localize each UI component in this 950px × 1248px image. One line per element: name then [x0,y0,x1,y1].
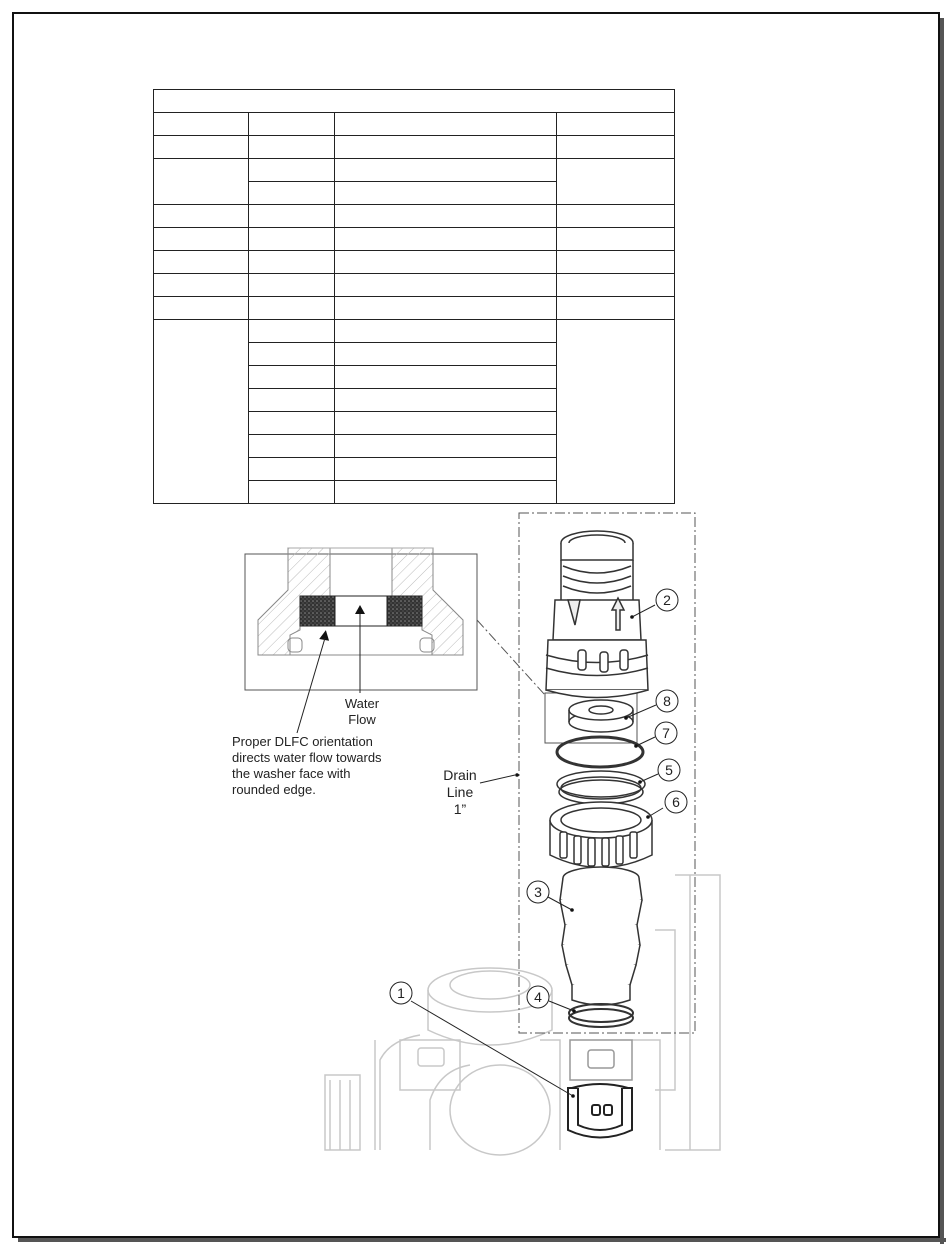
drain-line-label-line1: Drain [443,767,477,783]
svg-text:7: 7 [662,725,670,741]
orientation-note-line1: Proper DLFC orientation [232,734,373,749]
svg-text:6: 6 [672,794,680,810]
svg-text:8: 8 [663,693,671,709]
orientation-note-line3: the washer face with [232,766,351,781]
callout-2 [656,589,678,611]
svg-text:5: 5 [665,762,673,778]
callout-8 [656,690,678,712]
orientation-note-line2: directs water flow towards [232,750,382,765]
callout-3 [527,881,549,903]
valve-body-illustration [325,875,720,1155]
svg-text:3: 3 [534,884,542,900]
part-6-nut [550,802,652,868]
callout-6 [665,791,687,813]
part-8-washer [569,700,633,732]
drain-line-label-line2: Line [446,784,474,800]
drain-line-label-line3: 1” [453,801,467,817]
detail-leader-line [477,620,545,695]
callout-5 [658,759,680,781]
callout-4 [527,986,549,1008]
water-flow-label: Water [344,696,380,711]
water-flow-label-line2: Flow [348,712,376,727]
part-7-o-ring [557,737,643,767]
orientation-note-line4: rounded edge. [232,782,316,797]
svg-text:2: 2 [663,592,671,608]
part-5-ring [557,771,645,804]
callout-1 [390,982,412,1004]
svg-text:1: 1 [397,985,405,1001]
svg-text:4: 4 [534,989,542,1005]
part-1-clip [568,1084,632,1138]
part-2-fitting [546,531,648,698]
fitting-port-lower [570,1040,632,1080]
callout-7 [655,722,677,744]
part-4-o-ring [569,1004,633,1027]
part-3-barb [560,867,642,1005]
